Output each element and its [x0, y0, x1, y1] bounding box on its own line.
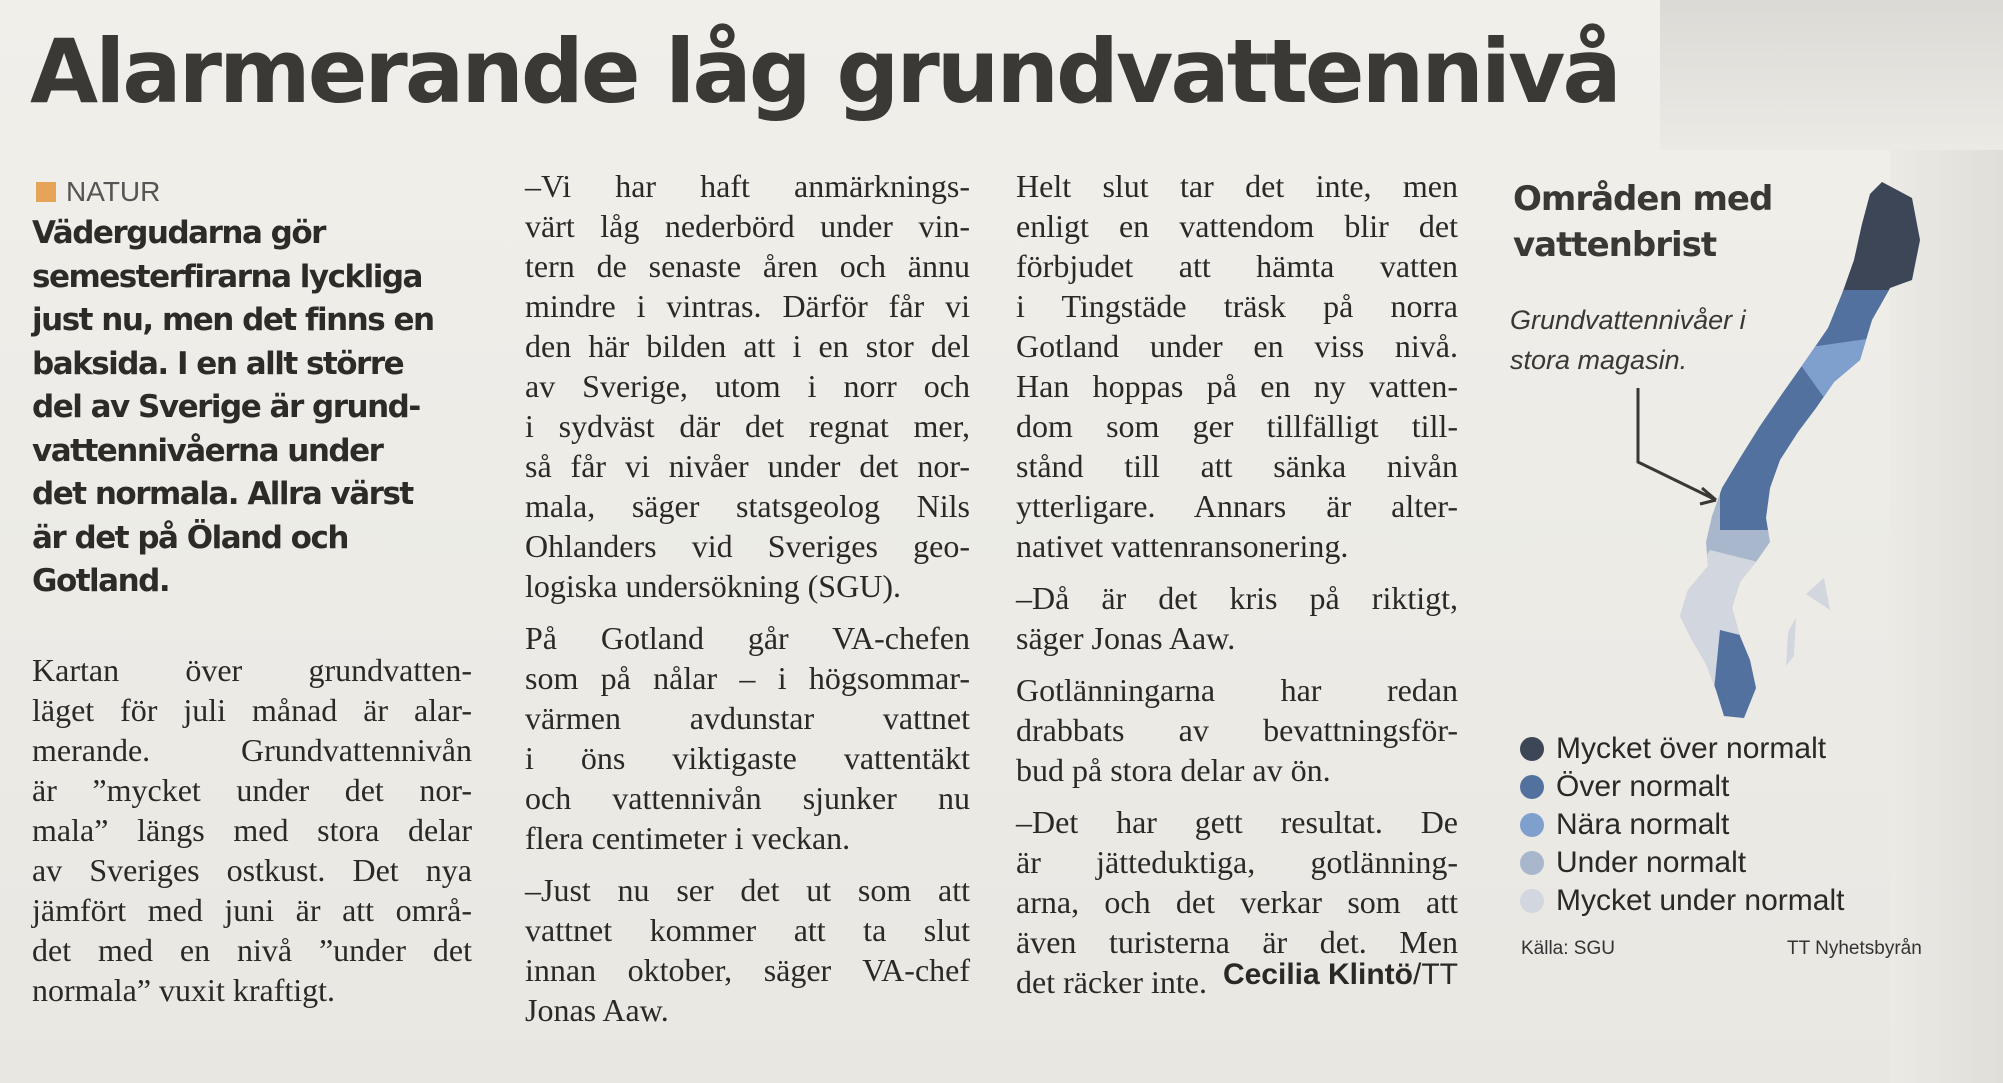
body-text-line: Kartan över grundvatten- [32, 652, 472, 688]
body-text-line: av Sveriges ostkust. Det nya [32, 852, 472, 888]
ingress-line: Gotland. [32, 563, 170, 599]
body-text-line: värmen avdunstar vattnet [525, 700, 970, 736]
legend-label: Över normalt [1556, 770, 1730, 803]
body-text-line: –Det har gett resultat. De [1016, 804, 1458, 840]
ingress-line: just nu, men det finns en [32, 302, 434, 338]
graphic-source: Källa: SGU [1521, 938, 1615, 959]
legend-dot-icon [1520, 737, 1544, 761]
graphic-subtitle-line: stora magasin. [1510, 345, 1688, 375]
body-text-line: jämfört med juni är att områ- [32, 892, 472, 928]
body-text-line: nativet vattenransonering. [1016, 528, 1349, 564]
body-text-line: drabbats av bevattningsför- [1016, 712, 1458, 748]
paragraph-gap [525, 606, 970, 618]
legend-label: Nära normalt [1556, 808, 1730, 841]
body-text-line: innan oktober, säger VA-chef [525, 952, 970, 988]
map-legend [1520, 730, 1940, 920]
body-text-line: är ”mycket under det nor- [32, 772, 472, 808]
paragraph-gap [1016, 566, 1458, 578]
legend-item [1520, 768, 1940, 806]
body-text-line: enligt en vattendom blir det [1016, 208, 1458, 244]
graphic-credit: TT Nyhetsbyrån [1787, 938, 1922, 959]
ingress-line: är det på Öland och [32, 519, 348, 556]
legend-dot-icon [1520, 775, 1544, 799]
body-text-line: logiska undersökning (SGU). [525, 568, 901, 604]
body-text-line: –Vi har haft anmärknings- [525, 168, 970, 204]
body-text-line: ytterligare. Annars är alter- [1016, 488, 1458, 524]
body-column-3 [1016, 166, 1458, 1002]
body-text-line: så får vi nivåer under det nor- [525, 448, 970, 484]
body-column-1 [32, 650, 472, 1010]
body-text-line: är jätteduktiga, gotlänning- [1016, 844, 1458, 880]
body-text-line: av Sverige, utom i norr och [525, 368, 970, 404]
legend-label: Mycket under normalt [1556, 884, 1845, 917]
body-text-line: mala, säger statsgeolog Nils [525, 488, 970, 524]
legend-item [1520, 730, 1940, 768]
map-over-normal [1720, 290, 1930, 530]
body-text-line: säger Jonas Aaw. [1016, 620, 1236, 656]
kicker-square-icon [36, 182, 56, 202]
body-text-line: och vattennivån sjunker nu [525, 780, 970, 816]
ingress-line: baksida. I en allt större [32, 345, 404, 382]
ingress-line: Vädergudarna gör [32, 215, 325, 251]
body-text-line: Han hoppas på en ny vatten- [1016, 368, 1458, 404]
body-text-line: Gotland under en viss nivå. [1016, 328, 1458, 364]
body-text-line: –Då är det kris på riktigt, [1016, 580, 1458, 616]
paragraph-gap [1016, 790, 1458, 802]
body-text-line: dom som ger tillfälligt till- [1016, 408, 1458, 444]
body-text-line: Ohlanders vid Sveriges geo- [525, 528, 970, 564]
paragraph-gap [1016, 658, 1458, 670]
body-text-line: som på nålar – i högsommar- [525, 660, 970, 696]
byline [1215, 958, 1458, 992]
body-text-line: Jonas Aaw. [525, 992, 669, 1028]
graphic-title-line: vattenbrist [1513, 225, 1717, 265]
legend-label: Mycket över normalt [1556, 732, 1827, 765]
map-gotland [1806, 578, 1830, 610]
legend-item [1520, 806, 1940, 844]
body-text-line: arna, och det verkar som att [1016, 884, 1458, 920]
byline-name: Cecilia Klintö [1222, 958, 1413, 991]
article-ingress [32, 212, 502, 604]
kicker-label: NATUR [66, 176, 161, 207]
body-text-line: det räcker inte. [1016, 964, 1207, 1000]
body-text-line: förbjudet att hämta vatten [1016, 248, 1458, 284]
body-text-line: läget för juli månad är alar- [32, 692, 472, 728]
legend-dot-icon [1520, 889, 1544, 913]
legend-item [1520, 844, 1940, 882]
section-kicker [36, 178, 160, 206]
article-headline: Alarmerande låg grundvattennivå [30, 20, 1619, 123]
body-text-line: Gotlänningarna har redan [1016, 672, 1458, 708]
legend-item [1520, 882, 1940, 920]
legend-label: Under normalt [1556, 846, 1747, 879]
ingress-line: vattennivåerna under [32, 432, 383, 469]
body-text-line: även turisterna är det. Men [1016, 924, 1458, 960]
ingress-line: det normala. Allra värst [32, 476, 413, 512]
byline-agency: /TT [1413, 958, 1458, 991]
graphic-subtitle-line: Grundvattennivåer i [1510, 305, 1746, 335]
body-text-line: –Just nu ser det ut som att [525, 872, 970, 908]
body-text-line: värt låg nederbörd under vin- [525, 208, 970, 244]
ingress-line: del av Sverige är grund- [32, 389, 420, 425]
body-text-line: På Gotland går VA-chefen [525, 620, 970, 656]
body-text-line: bud på stora delar av ön. [1016, 752, 1331, 788]
legend-dot-icon [1520, 851, 1544, 875]
body-text-line: Helt slut tar det inte, men [1016, 168, 1458, 204]
map-north-very-high [1740, 170, 1930, 310]
body-text-line: mala” längs med stora delar [32, 812, 472, 848]
paragraph-gap [525, 858, 970, 870]
map-oland [1786, 618, 1796, 666]
body-text-line: tern de senaste åren och ännu [525, 248, 970, 284]
body-column-2 [525, 166, 970, 1030]
body-text-line: vattnet kommer att ta slut [525, 912, 970, 948]
body-text-line: i öns viktigaste vattentäkt [525, 740, 970, 776]
callout-arrow-line [1638, 388, 1716, 500]
body-text-line: normala” vuxit kraftigt. [32, 972, 336, 1008]
sweden-groundwater-map [1620, 170, 1930, 730]
body-text-line: i sydväst där det regnat mer, [525, 408, 970, 444]
legend-dot-icon [1520, 813, 1544, 837]
body-text-line: i Tingstäde träsk på norra [1016, 288, 1458, 324]
ingress-line: semesterfirarna lyckliga [32, 258, 422, 295]
body-text-line: stånd till att sänka nivån [1016, 448, 1458, 484]
body-text-line: mindre i vintras. Därför får vi [525, 288, 970, 324]
body-text-line: merande. Grundvattennivån [32, 732, 472, 768]
body-text-line: flera centimeter i veckan. [525, 820, 851, 856]
adjacent-page-bleed [1660, 0, 2003, 150]
graphic-title-line: Områden med [1513, 179, 1773, 219]
body-text-line: det med en nivå ”under det [32, 932, 472, 968]
body-text-line: den här bilden att i en stor del [525, 328, 970, 364]
